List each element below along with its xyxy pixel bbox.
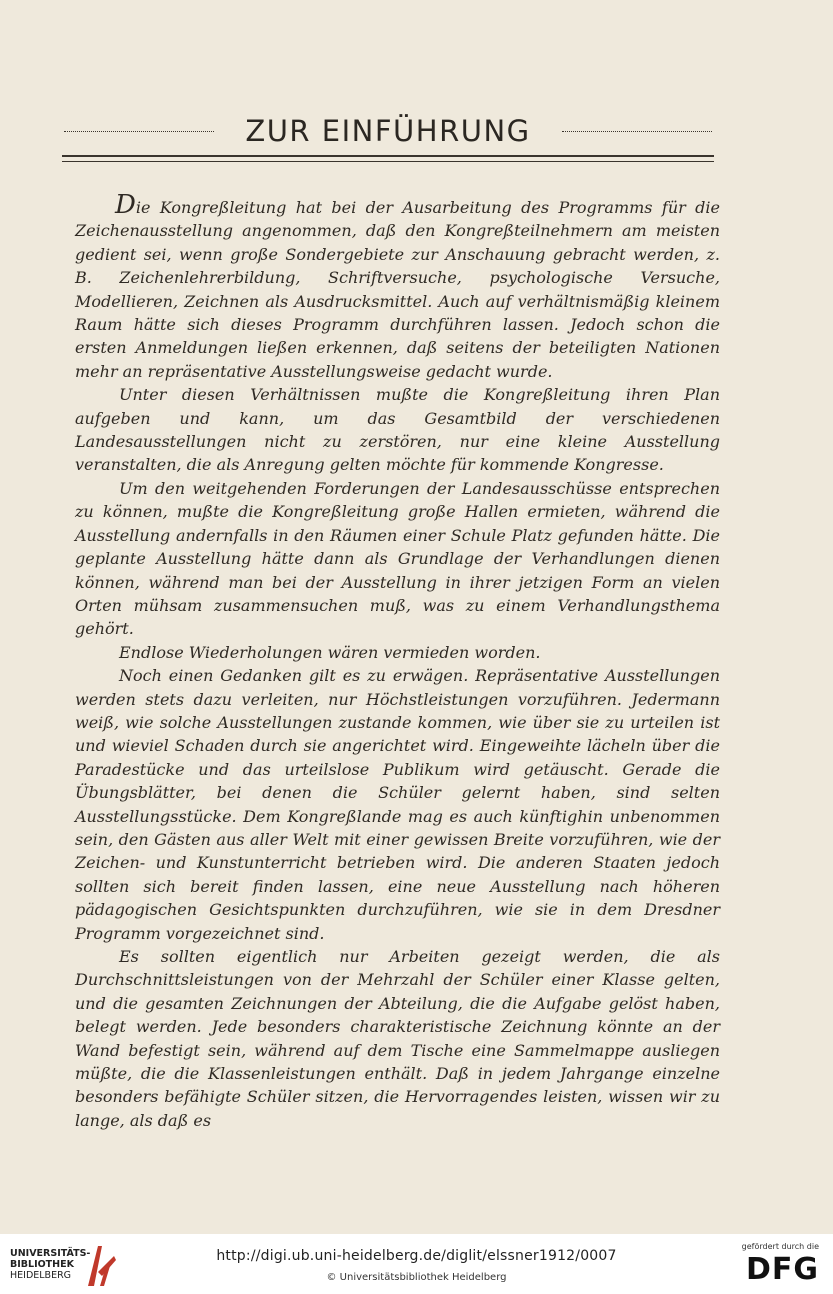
drop-cap: D [115,190,136,220]
chapter-title: ZUR EINFÜHRUNG [245,114,531,148]
viewer-footer [0,1234,833,1294]
paragraph: Um den weitgehenden Forderungen der Landesausschüsse entsprechen zu können, mußte die Kongreßleitung große Hallen ermieten, während die Ausstellung andernfalls in den Räumen einer Schule Platz gefunden hätte. Die geplante Ausstellung hätte dann als Grundlage der Verhandlungen dienen können, während man bei der Ausstellung in ihrer jetzigen Form an vielen Orten mühsam zusammensuchen muß, was zu einem Verhandlungsthema gehört. [75,478,720,639]
paragraph: Es sollten eigentlich nur Arbeiten gezeigt werden, die als Durchschnittsleistungen von der Mehrzahl der Schüler einer Klasse gelten, und die gesamten Zeichnungen der Abteilung, die die Aufgabe gelöst haben, belegt werden. Jede besonders charakteristische Zeichnung könnte an der Wand befestigt sein, während auf dem Tische eine Sammelmappe ausliegen müßte, die die Klassenleistungen enthält. Daß in jedem Jahrgange einzelne besonders befähigte Schüler sitzen, die Hervorragendes leisten, wissen wir zu lange, als daß es [75,947,720,1130]
permalink[interactable]: http://digi.ub.uni-heidelberg.de/diglit/elssner1912/0007 [216,1248,617,1264]
dfg-logo[interactable]: DFG [745,1252,819,1287]
paragraph: Unter diesen Verhältnissen mußte die Kongreßleitung ihren Plan aufgeben und kann, um das Gesamtbild der verschiedenen Landesausstellungen nicht zu zerstören, nur eine kleine Ausstellung veranstalten, die als Anregung gelten möchte für kommende Kongresse. [75,385,720,475]
library-logo-text[interactable]: UNIVERSITÄTS- BIBLIOTHEK HEIDELBERG [10,1248,91,1281]
chapter-header [62,112,714,152]
copyright-notice: © Universitätsbibliothek Heidelberg [326,1272,507,1283]
paragraph [75,190,720,383]
paragraph: Endlose Wiederholungen wären vermieden worden. [119,642,541,662]
header-rule-thin [62,161,714,162]
header-ornament-right [562,131,712,138]
paragraph: Noch einen Gedanken gilt es zu erwägen. Repräsentative Ausstellungen werden stets dazu verleiten, nur Höchstleistungen vorzuführen. Jedermann weiß, wie solche Ausstellungen zustande kommen, wie über sie zu urteilen ist und wieviel Schaden durch sie angerichtet wird. Eingeweihte lächeln über die Paradestücke und das urteilslose Publikum wird getäuscht. Gerade die Übungsblätter, bei denen die Schüler gelernt haben, sind selten Ausstellungsstücke. Dem Kongreßlande mag es auch künftighin unbenommen sein, den Gästen aus aller Welt mit einer gewissen Breite vorzuführen, wie der Zeichen- und Kunstunterricht betrieben wird. Die anderen Staaten jedoch sollten sich bereit finden lassen, eine neue Ausstellung nach höheren pädagogischen Gesichtspunkten durchzuführen, wie sie in dem Dresdner Programm vorgezeichnet sind. [75,666,720,943]
body-text [75,190,720,1132]
paragraph-text: ie Kongreßleitung hat bei der Ausarbeitung des Programms für die Zeichenausstellung angenommen, daß den Kongreßteilnehmern am meisten gedient sei, wenn große Sondergebiete zur Anschauung gebracht werden, z. B. Zeichenlehrerbildung, Schriftversuche, psychologische Versuche, Modellieren, Zeichnen als Ausdrucksmittel. Auch auf verhältnismäßig kleinem Raum hätte sich dieses Programm durchführen lassen. Jedoch schon die ersten Anmeldungen ließen erkennen, daß seitens der beteiligten Nationen mehr an repräsentative Ausstellungsweise gedacht wurde. [75,198,720,381]
header-rule-thick [62,155,714,157]
funding-note: gefördert durch die [741,1242,819,1251]
